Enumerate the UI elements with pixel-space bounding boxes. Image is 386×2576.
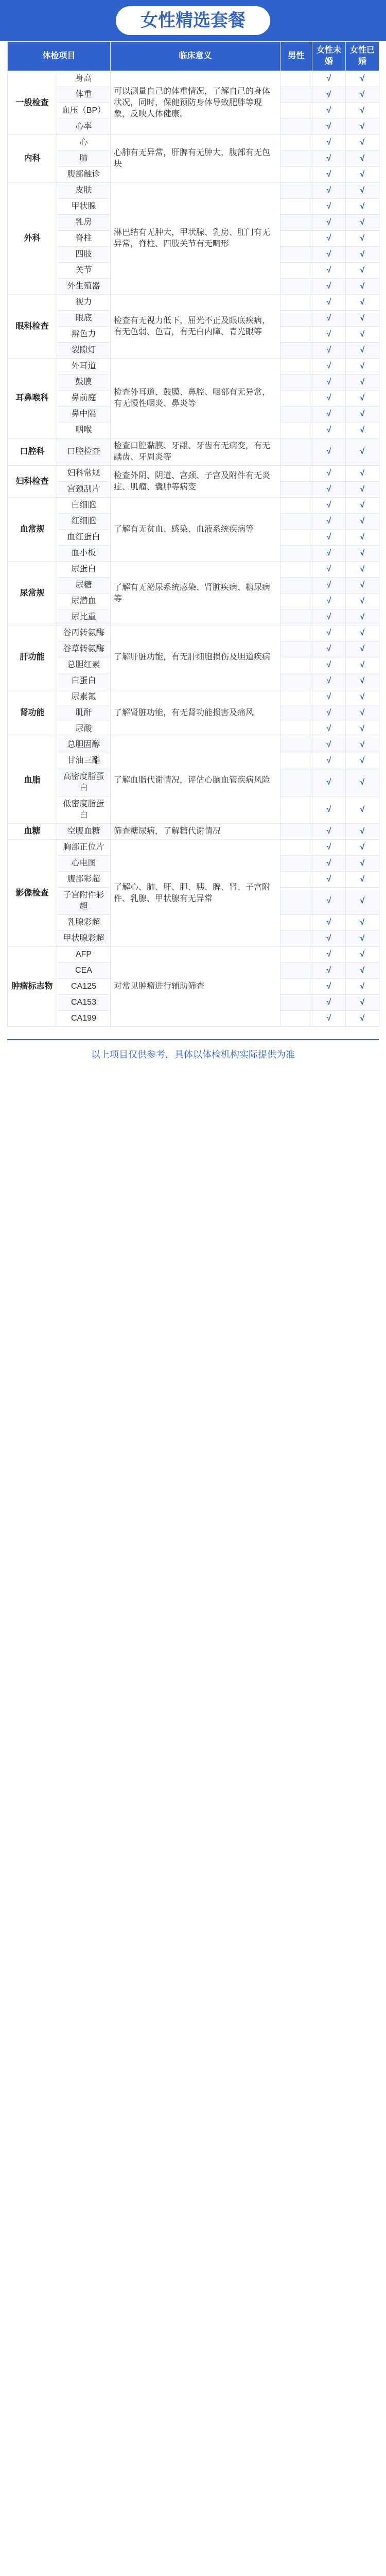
check-unmarried: √ [312,947,346,963]
item-cell: 腹部触诊 [57,167,111,183]
check-male [280,840,312,856]
check-male [280,375,312,391]
check-male [280,689,312,705]
check-unmarried: √ [312,263,346,279]
check-unmarried: √ [312,119,346,135]
check-married: √ [346,311,379,327]
title-banner [0,0,386,41]
item-cell: 体重 [57,87,111,103]
meaning-cell: 了解有无泌尿系统感染、肾脏疾病、糖尿病等 [111,562,280,625]
meaning-cell: 可以测量自己的体重情况，了解自己的身体状况，同时，保健预防身体导致肥胖等现象，反映人体健康。 [111,71,280,135]
check-married: √ [346,963,379,979]
table-body [8,71,379,1027]
check-male [280,119,312,135]
check-unmarried: √ [312,247,346,263]
table-row [8,689,379,705]
check-unmarried: √ [312,840,346,856]
category-cell: 内科 [8,135,57,183]
check-married: √ [346,103,379,119]
check-married: √ [346,422,379,438]
footer-note: 以上项目仅供参考，具体以体检机构实际提供为准 [7,1039,379,1061]
item-cell: 空腹血糖 [57,824,111,840]
table-row [8,135,379,151]
check-male [280,343,312,359]
check-married: √ [346,438,379,466]
check-married: √ [346,947,379,963]
check-male [280,641,312,657]
item-cell: 外耳道 [57,359,111,375]
check-married: √ [346,498,379,514]
meaning-cell: 检查外阴、阴道、宫颈、子宫及附件有无炎症、肌瘤、囊肿等病变 [111,466,280,498]
check-unmarried: √ [312,824,346,840]
item-cell: 血压（BP） [57,103,111,119]
check-married: √ [346,231,379,247]
table-row [8,359,379,375]
check-male [280,1011,312,1027]
check-unmarried: √ [312,422,346,438]
check-married: √ [346,343,379,359]
check-male [280,705,312,721]
check-married: √ [346,295,379,311]
check-unmarried: √ [312,375,346,391]
check-married: √ [346,856,379,872]
check-married: √ [346,915,379,931]
check-married: √ [346,375,379,391]
item-cell: 妇科常规 [57,466,111,482]
item-cell: 鼻前庭 [57,391,111,406]
item-cell: 心电图 [57,856,111,872]
table-header-row [8,42,379,71]
check-male [280,609,312,625]
meaning-cell: 了解心、肺、肝、胆、胰、脾、肾、子宫附件、乳腺、甲状腺有无异常 [111,840,280,947]
check-male [280,856,312,872]
check-married: √ [346,406,379,422]
check-unmarried: √ [312,872,346,888]
table-row [8,466,379,482]
check-unmarried: √ [312,231,346,247]
check-married: √ [346,673,379,689]
item-cell: 眼底 [57,311,111,327]
check-male [280,359,312,375]
check-male [280,947,312,963]
check-married: √ [346,119,379,135]
item-cell: 白细胞 [57,498,111,514]
header-unmarried: 女性未婚 [312,42,346,71]
category-cell: 血糖 [8,824,57,840]
item-cell: 尿酸 [57,721,111,737]
check-married: √ [346,888,379,915]
check-unmarried: √ [312,103,346,119]
check-unmarried: √ [312,915,346,931]
category-cell: 肿瘤标志物 [8,947,57,1027]
meaning-cell: 检查口腔黏膜、牙龈、牙齿有无病变，有无龋齿、牙周炎等 [111,438,280,466]
check-male [280,578,312,594]
item-cell: 四肢 [57,247,111,263]
check-unmarried: √ [312,343,346,359]
item-cell: 谷丙转氨酶 [57,625,111,641]
table-row [8,840,379,856]
item-cell: 尿素氮 [57,689,111,705]
check-male [280,295,312,311]
page-title: 女性精选套餐 [116,6,270,35]
check-male [280,482,312,498]
check-married: √ [346,183,379,199]
check-married: √ [346,689,379,705]
check-unmarried: √ [312,530,346,546]
item-cell: CA153 [57,995,111,1011]
check-male [280,995,312,1011]
table-row [8,438,379,466]
check-married: √ [346,71,379,87]
check-married: √ [346,279,379,295]
check-unmarried: √ [312,888,346,915]
item-cell: 尿潜血 [57,594,111,609]
check-male [280,625,312,641]
check-married: √ [346,641,379,657]
item-cell: 低密度脂蛋白 [57,796,111,824]
check-unmarried: √ [312,359,346,375]
check-male [280,963,312,979]
category-cell: 一般检查 [8,71,57,135]
check-unmarried: √ [312,796,346,824]
check-male [280,263,312,279]
item-cell: 外生殖器 [57,279,111,295]
check-male [280,546,312,562]
item-cell: 高密度脂蛋白 [57,769,111,796]
check-married: √ [346,753,379,769]
item-cell: 胸部正位片 [57,840,111,856]
check-unmarried: √ [312,482,346,498]
category-cell: 耳鼻喉科 [8,359,57,438]
check-male [280,769,312,796]
check-unmarried: √ [312,87,346,103]
item-cell: 关节 [57,263,111,279]
check-unmarried: √ [312,546,346,562]
check-married: √ [346,167,379,183]
item-cell: 总胆红素 [57,657,111,673]
meaning-cell: 了解有无贫血、感染、血液系统疾病等 [111,498,280,562]
check-male [280,279,312,295]
check-unmarried: √ [312,963,346,979]
meaning-cell: 筛查糖尿病，了解糖代谢情况 [111,824,280,840]
check-married: √ [346,514,379,530]
check-married: √ [346,263,379,279]
check-married: √ [346,199,379,215]
check-unmarried: √ [312,562,346,578]
check-unmarried: √ [312,673,346,689]
check-male [280,167,312,183]
check-male [280,87,312,103]
item-cell: 甲状腺 [57,199,111,215]
check-male [280,135,312,151]
check-unmarried: √ [312,995,346,1011]
meaning-cell: 检查有无视力低下，屈光不正及眼底疾病，有无色弱、色盲，有无白内障、青光眼等 [111,295,280,359]
item-cell: 谷草转氨酶 [57,641,111,657]
check-unmarried: √ [312,406,346,422]
check-unmarried: √ [312,466,346,482]
meaning-cell: 了解肝脏功能，有无肝细胞损伤及胆道疾病 [111,625,280,689]
item-cell: 尿蛋白 [57,562,111,578]
table-row [8,737,379,753]
check-male [280,466,312,482]
category-cell: 妇科检查 [8,466,57,498]
check-male [280,796,312,824]
check-unmarried: √ [312,279,346,295]
header-meaning: 临床意义 [111,42,280,71]
check-unmarried: √ [312,183,346,199]
item-cell: AFP [57,947,111,963]
check-married: √ [346,769,379,796]
check-married: √ [346,721,379,737]
table-row [8,625,379,641]
check-married: √ [346,135,379,151]
check-male [280,391,312,406]
table-row [8,947,379,963]
meaning-cell: 了解肾脏功能，有无肾功能损害及痛风 [111,689,280,737]
check-unmarried: √ [312,641,346,657]
check-married: √ [346,872,379,888]
check-married: √ [346,609,379,625]
table-row [8,824,379,840]
item-cell: 宫颈刮片 [57,482,111,498]
item-cell: 心 [57,135,111,151]
check-unmarried: √ [312,689,346,705]
item-cell: 尿糖 [57,578,111,594]
package-table-wrapper [0,41,386,1027]
check-married: √ [346,247,379,263]
check-married: √ [346,737,379,753]
item-cell: 乳房 [57,215,111,231]
table-row [8,562,379,578]
check-unmarried: √ [312,625,346,641]
check-unmarried: √ [312,311,346,327]
check-male [280,231,312,247]
item-cell: 皮肤 [57,183,111,199]
check-unmarried: √ [312,295,346,311]
check-unmarried: √ [312,594,346,609]
check-unmarried: √ [312,979,346,995]
check-unmarried: √ [312,167,346,183]
item-cell: CEA [57,963,111,979]
check-married: √ [346,359,379,375]
meaning-cell: 淋巴结有无肿大，甲状腺、乳房、肛门有无异常，脊柱、四肢关节有无畸形 [111,183,280,295]
meaning-cell: 心肺有无异常，肝脾有无肿大，腹部有无包块 [111,135,280,183]
check-male [280,438,312,466]
item-cell: 血小板 [57,546,111,562]
check-married: √ [346,482,379,498]
check-male [280,103,312,119]
check-unmarried: √ [312,498,346,514]
check-married: √ [346,796,379,824]
item-cell: 甲状腺彩超 [57,931,111,947]
check-married: √ [346,705,379,721]
check-male [280,406,312,422]
category-cell: 影像检查 [8,840,57,947]
check-male [280,71,312,87]
item-cell: 乳腺彩超 [57,915,111,931]
item-cell: 心率 [57,119,111,135]
check-male [280,657,312,673]
check-unmarried: √ [312,737,346,753]
check-male [280,753,312,769]
item-cell: 裂隙灯 [57,343,111,359]
item-cell: 鼓膜 [57,375,111,391]
item-cell: 甘油三酯 [57,753,111,769]
check-unmarried: √ [312,753,346,769]
check-unmarried: √ [312,135,346,151]
check-married: √ [346,578,379,594]
item-cell: 咽喉 [57,422,111,438]
header-item: 体检项目 [8,42,111,71]
check-married: √ [346,151,379,167]
check-unmarried: √ [312,199,346,215]
item-cell: 白蛋白 [57,673,111,689]
item-cell: 鼻中隔 [57,406,111,422]
check-male [280,979,312,995]
check-married: √ [346,530,379,546]
check-unmarried: √ [312,769,346,796]
check-male [280,422,312,438]
header-married: 女性已婚 [346,42,379,71]
check-male [280,673,312,689]
check-married: √ [346,562,379,578]
check-male [280,872,312,888]
check-male [280,183,312,199]
check-unmarried: √ [312,721,346,737]
meaning-cell: 对常见肿瘤进行辅助筛查 [111,947,280,1027]
check-married: √ [346,931,379,947]
check-male [280,151,312,167]
package-table [7,41,379,1027]
check-unmarried: √ [312,609,346,625]
table-row [8,183,379,199]
item-cell: 腹部彩超 [57,872,111,888]
check-married: √ [346,87,379,103]
check-married: √ [346,979,379,995]
category-cell: 血脂 [8,737,57,824]
item-cell: 总胆固醇 [57,737,111,753]
header-male: 男性 [280,42,312,71]
check-male [280,594,312,609]
check-married: √ [346,840,379,856]
meaning-cell: 了解血脂代谢情况，评估心脑血管疾病风险 [111,737,280,824]
check-married: √ [346,327,379,343]
check-married: √ [346,1011,379,1027]
category-cell: 血常规 [8,498,57,562]
check-unmarried: √ [312,705,346,721]
check-married: √ [346,466,379,482]
item-cell: 血红蛋白 [57,530,111,546]
check-male [280,562,312,578]
item-cell: 身高 [57,71,111,87]
item-cell: 红细胞 [57,514,111,530]
check-unmarried: √ [312,391,346,406]
table-row [8,498,379,514]
check-married: √ [346,824,379,840]
item-cell: 口腔检查 [57,438,111,466]
check-male [280,530,312,546]
check-married: √ [346,215,379,231]
check-married: √ [346,995,379,1011]
check-unmarried: √ [312,1011,346,1027]
item-cell: 脊柱 [57,231,111,247]
check-married: √ [346,391,379,406]
check-unmarried: √ [312,931,346,947]
item-cell: 子宫附件彩超 [57,888,111,915]
check-unmarried: √ [312,438,346,466]
check-male [280,247,312,263]
check-male [280,721,312,737]
item-cell: 肺 [57,151,111,167]
meaning-cell: 检查外耳道、鼓膜、鼻腔、咽部有无异常，有无慢性咽炎、鼻炎等 [111,359,280,438]
check-married: √ [346,657,379,673]
check-male [280,215,312,231]
category-cell: 眼科检查 [8,295,57,359]
category-cell: 尿常规 [8,562,57,625]
item-cell: 辨色力 [57,327,111,343]
check-married: √ [346,546,379,562]
check-male [280,514,312,530]
check-unmarried: √ [312,327,346,343]
item-cell: 尿比重 [57,609,111,625]
category-cell: 肾功能 [8,689,57,737]
check-unmarried: √ [312,514,346,530]
check-male [280,199,312,215]
category-cell: 口腔科 [8,438,57,466]
item-cell: 视力 [57,295,111,311]
item-cell: CA125 [57,979,111,995]
check-unmarried: √ [312,151,346,167]
item-cell: 肌酐 [57,705,111,721]
check-male [280,737,312,753]
check-male [280,311,312,327]
check-unmarried: √ [312,578,346,594]
check-married: √ [346,625,379,641]
check-male [280,824,312,840]
check-male [280,931,312,947]
check-male [280,915,312,931]
check-unmarried: √ [312,215,346,231]
table-row [8,71,379,87]
check-unmarried: √ [312,71,346,87]
category-cell: 肝功能 [8,625,57,689]
check-married: √ [346,594,379,609]
check-unmarried: √ [312,856,346,872]
category-cell: 外科 [8,183,57,295]
check-male [280,888,312,915]
check-unmarried: √ [312,657,346,673]
item-cell: CA199 [57,1011,111,1027]
table-row [8,295,379,311]
check-male [280,327,312,343]
check-male [280,498,312,514]
